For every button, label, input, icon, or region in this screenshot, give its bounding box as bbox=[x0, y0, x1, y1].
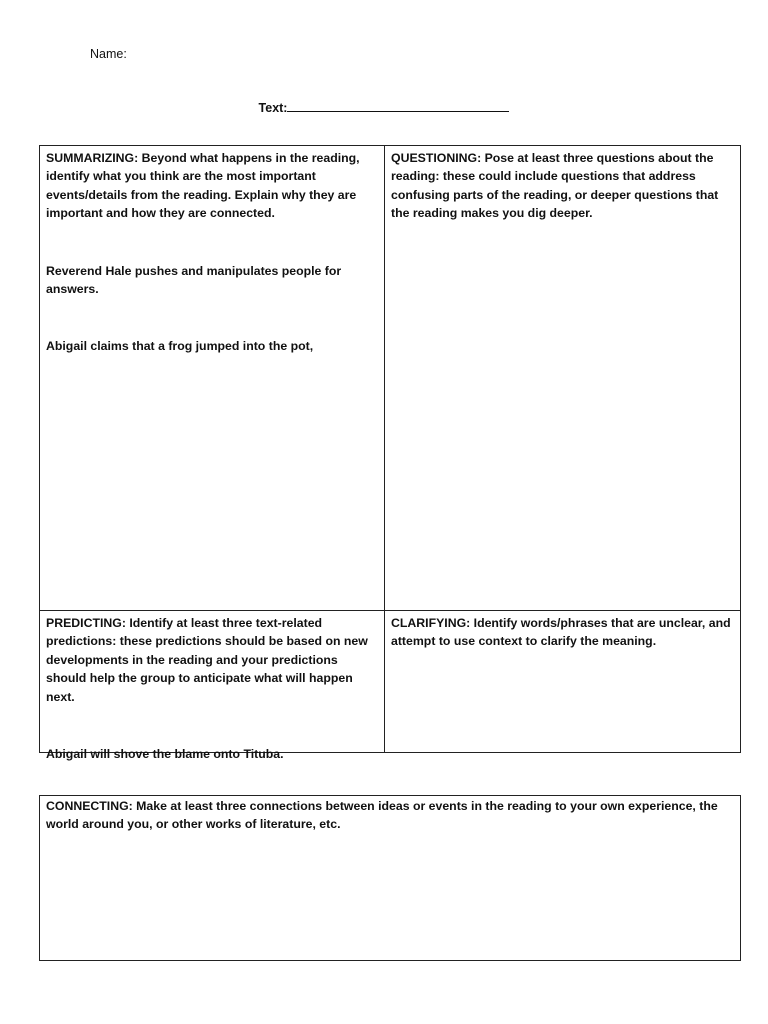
clarifying-prompt: CLARIFYING: Identify words/phrases that are unclear, and attempt to use context to clarify the meaning. bbox=[391, 616, 731, 649]
text-blank-line[interactable] bbox=[287, 99, 509, 112]
predicting-prompt: PREDICTING: Identify at least three text-related predictions: these predictions should be based on new developments in the reading and your predictions should help the group to anticipate what will happen next. bbox=[46, 616, 368, 704]
name-label: Name: bbox=[90, 47, 127, 61]
text-field bbox=[0, 99, 768, 115]
predicting-entry-1: Abigail will shove the blame onto Tituba. bbox=[46, 747, 284, 762]
questioning-cell[interactable] bbox=[385, 146, 740, 610]
summarizing-entry-2: Abigail claims that a frog jumped into the pot, bbox=[46, 339, 314, 354]
summarizing-entry-1: Reverend Hale pushes and manipulates people for answers. bbox=[46, 263, 342, 297]
clarifying-cell[interactable] bbox=[385, 611, 740, 752]
predicting-cell[interactable] bbox=[40, 611, 384, 762]
questioning-prompt: QUESTIONING: Pose at least three questions about the reading: these could include questions that address confusing parts of the reading, or deeper questions that the reading makes you dig deeper. bbox=[391, 151, 719, 221]
text-label: Text: bbox=[258, 101, 288, 115]
summarizing-prompt: SUMMARIZING: Beyond what happens in the reading, identify what you think are the most important events/details from the reading. Explain why they are important and how they are connected. bbox=[46, 151, 360, 221]
summarizing-cell[interactable] bbox=[40, 146, 384, 610]
reading-roles-grid bbox=[39, 145, 741, 762]
connecting-cell[interactable] bbox=[39, 795, 741, 961]
connecting-prompt: CONNECTING: Make at least three connections between ideas or events in the reading to your own experience, the world around you, or other works of literature, etc. bbox=[46, 799, 718, 832]
